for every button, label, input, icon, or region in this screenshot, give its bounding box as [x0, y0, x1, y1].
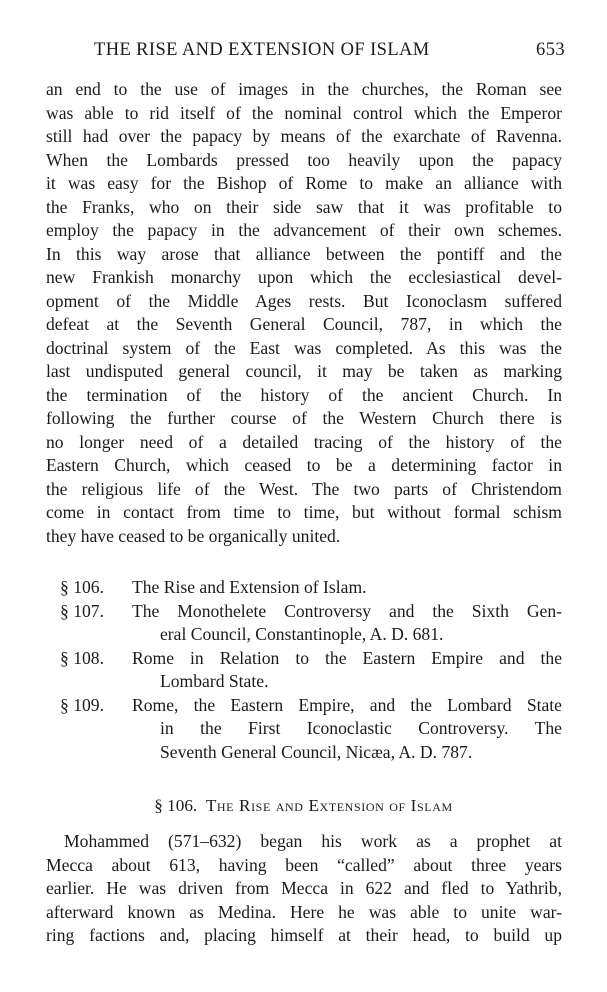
- text-line: last undisputed general council, it may be taken as marking: [46, 361, 562, 381]
- text-line: earlier. He was driven from Mecca in 622 and fled to Yathrib,: [46, 878, 562, 898]
- contents-entry-line: in the First Iconoclastic Controversy. The: [160, 718, 562, 738]
- text-line: they have ceased to be organically united.: [46, 525, 341, 546]
- text-line: the Franks, who on their side saw that it was profitable to: [46, 196, 562, 217]
- text-line: the termination of the history of the ancient Church. In: [46, 384, 562, 405]
- running-head: [80, 40, 565, 66]
- text-line: the religious life of the West. The two parts of Christendom: [46, 478, 562, 499]
- text-line: still had over the papacy by means of the exarchate of Ravenna.: [46, 126, 562, 146]
- text-line: Mohammed (571–632) began his work as a prophet at: [64, 831, 562, 851]
- text-line: Mecca about 613, having been “called” about three years: [46, 854, 562, 875]
- page-number: 653: [536, 40, 565, 60]
- text-line: it was easy for the Bishop of Rome to make an alliance with: [46, 173, 562, 193]
- text-line: come in contact from time to time, but without formal schism: [46, 502, 562, 522]
- text-line: no longer need of a detailed tracing of the history of the: [46, 431, 562, 452]
- section-heading-number: § 106.: [154, 796, 198, 815]
- section-contents-list: [60, 576, 562, 764]
- text-line: Eastern Church, which ceased to be a determining factor in: [46, 455, 562, 475]
- text-line: an end to the use of images in the churches, the Roman see: [46, 79, 562, 99]
- contents-entry-line: eral Council, Constantinople, A. D. 681.: [160, 624, 444, 644]
- contents-entry-line: Lombard State.: [160, 671, 269, 691]
- text-line: afterward known as Medina. Here he was able to unite war-: [46, 901, 562, 922]
- section-paragraph: [46, 830, 562, 948]
- contents-entry: [60, 694, 562, 765]
- contents-entry-line: Rome, the Eastern Empire, and the Lombard State: [132, 694, 562, 715]
- text-line: defeat at the Seventh General Council, 787, in which the: [46, 314, 562, 334]
- contents-entry: [60, 576, 562, 600]
- contents-entry-line: The Monothelete Controversy and the Sixth Gen-: [132, 600, 562, 621]
- contents-entry-line: The Rise and Extension of Islam.: [132, 577, 367, 597]
- text-line: was able to rid itself of the nominal control which the Emperor: [46, 102, 562, 123]
- text-line: new Frankish monarchy upon which the ecclesiastical devel-: [46, 267, 562, 287]
- contents-entry-number: § 108.: [60, 647, 104, 668]
- text-line: In this way arose that alliance between the pontiff and the: [46, 243, 562, 264]
- text-line: opment of the Middle Ages rests. But Iconoclasm suffered: [46, 290, 562, 311]
- text-line: doctrinal system of the East was completed. As this was the: [46, 337, 562, 358]
- text-line: When the Lombards pressed too heavily upon the papacy: [46, 149, 562, 170]
- text-line: employ the papacy in the advancement of their own schemes.: [46, 220, 562, 240]
- contents-entry-number: § 109.: [60, 694, 104, 715]
- contents-entry-line: Seventh General Council, Nicæa, A. D. 787.: [160, 741, 473, 762]
- contents-entry-number: § 106.: [60, 577, 104, 597]
- contents-entry: [60, 600, 562, 647]
- running-head-title: THE RISE AND EXTENSION OF ISLAM: [94, 40, 430, 60]
- text-line: following the further course of the Western Church there is: [46, 408, 562, 428]
- continuation-paragraph: [46, 78, 562, 548]
- text-line: ring factions and, placing himself at their head, to build up: [46, 925, 562, 945]
- section-heading: [0, 794, 607, 818]
- contents-entry: [60, 647, 562, 694]
- section-heading-title: The Rise and Extension of Islam: [205, 796, 453, 815]
- contents-entry-number: § 107.: [60, 600, 104, 621]
- contents-entry-line: Rome in Relation to the Eastern Empire and the: [132, 647, 562, 668]
